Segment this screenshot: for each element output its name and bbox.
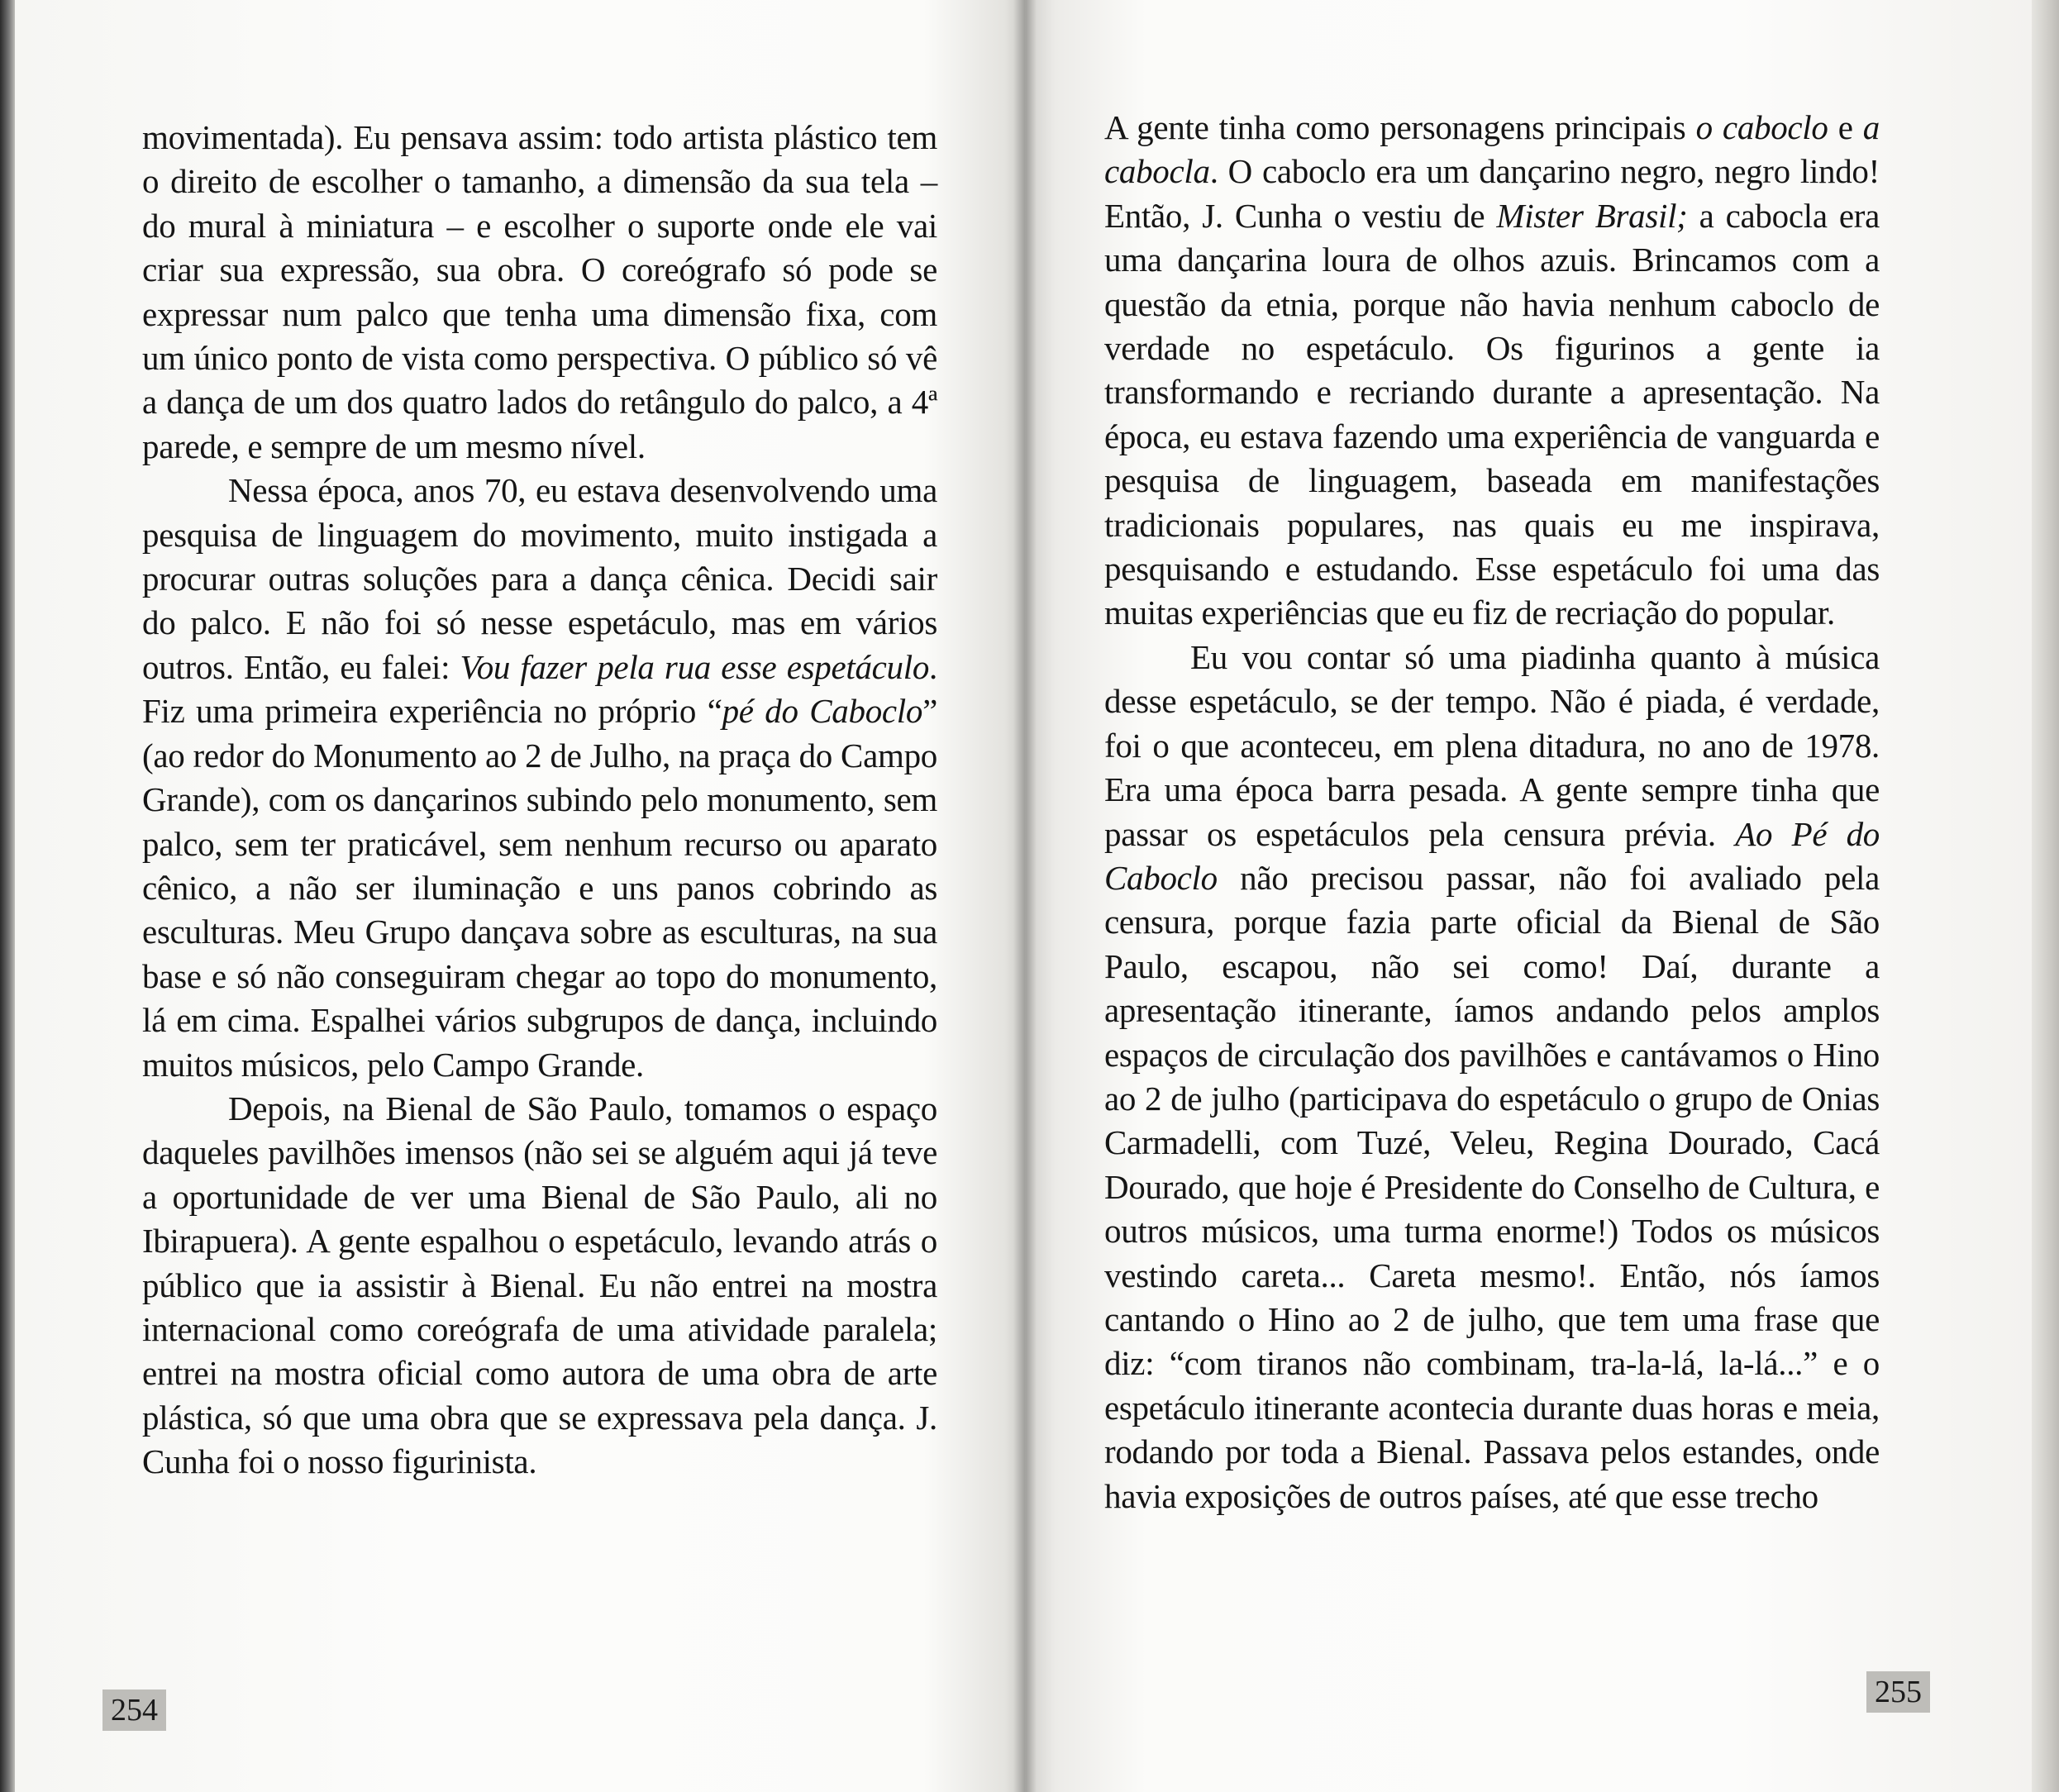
book-gutter (1013, 0, 1037, 1792)
italic-text: pé do Caboclo (722, 692, 923, 731)
text-run: não precisou passar, não foi avaliado pela censura, porque fazia parte oficial da Bienal de São Paulo, escapou, não sei como! Daí, durante a apresentação itinerante, íamos andando pelos amplos espaços de circulação dos pavilhões e cantávamos o Hino ao 2 de julho (participava do espetáculo o grupo de Onias Carmadelli, com Tuzé, Veleu, Regina Dourado, Cacá Dourado, que hoje é Presidente do Conselho de Cultura, e outros músicos, uma turma enorme!) Todos os músicos vestindo careta... Careta mesmo!. Então, nós íamos cantando o Hino ao 2 de julho, que tem uma frase que diz: “com tiranos não combinam, tra-la-lá, la-lá...” e o espetáculo itinerante acontecia durante duas horas e meia, rodando por toda a Bienal. Passava pelos estandes, onde havia exposições de outros países, até que esse trecho (1104, 858, 1880, 1515)
italic-text: a cabocla (1104, 108, 1880, 191)
text-run: A gente tinha como personagens principais (1104, 108, 1696, 146)
left-page-text (142, 116, 937, 1485)
book-edge-left (0, 0, 15, 1792)
text-run: Depois, na Bienal de São Paulo, tomamos o espaço daqueles pavilhões imensos (não sei se alguém aqui já teve a oportunidade de ver uma Bienal de São Paulo, ali no Ibirapuera). A gente espalhou o espetáculo, levando atrás o público que ia assistir à Bienal. Eu não entrei na mostra internacional como coreógrafa de uma atividade paralela; entrei na mostra oficial como autora de uma obra de arte plástica, só que uma obra que se expressava pela dança. J. Cunha foi o nosso figurinista. (142, 1089, 937, 1481)
paragraph (142, 469, 937, 1087)
right-page-text (1104, 106, 1880, 1518)
paragraph (1104, 106, 1880, 636)
text-run: e (1828, 108, 1863, 146)
page-number-right: 255 (1866, 1671, 1930, 1713)
text-run: . Fiz uma primeira experiência no próprio “ (142, 647, 937, 731)
italic-text: Ao Pé do Caboclo (1104, 814, 1880, 897)
text-run: movimentada). Eu pensava assim: todo artista plástico tem o direito de escolher o tamanho, a dimensão da sua tela – do mural à miniatura – e escolher o suporte onde ele vai criar sua expressão, sua obra. O coreógrafo só pode se expressar num palco que tenha uma dimensão fixa, com um único ponto de vista como perspectiva. O público só vê a dança de um dos quatro lados do retângulo do palco, a 4ª parede, e sempre de um mesmo nível. (142, 118, 937, 465)
book-edge-right (2032, 0, 2059, 1792)
paragraph (142, 1087, 937, 1485)
italic-text: o caboclo (1695, 108, 1828, 146)
text-run: Eu vou contar só uma piadinha quanto à música desse espetáculo, se der tempo. Não é piada, é verdade, foi o que aconteceu, em plena ditadura, no ano de 1978. Era uma época barra pesada. A gente sempre tinha que passar os espetáculos pela censura prévia. (1104, 637, 1880, 853)
page-number-left: 254 (102, 1690, 166, 1731)
italic-text: Mister Brasil; (1496, 196, 1688, 235)
paragraph (142, 116, 937, 469)
paragraph (1104, 636, 1880, 1518)
text-run: Nessa época, anos 70, eu estava desenvolvendo uma pesquisa de linguagem do movimento, muito instigada a procurar outras soluções para a dança cênica. Decidi sair do palco. E não foi só nesse espetáculo, mas em vários outros. Então, eu falei: (142, 471, 937, 686)
italic-text: Vou fazer pela rua esse espetáculo (460, 647, 930, 686)
text-run: ” (ao redor do Monumento ao 2 de Julho, na praça do Campo Grande), com os dançarinos subindo pelo monumento, sem palco, sem ter praticável, sem nenhum recurso ou aparato cênico, a não ser iluminação e uns panos cobrindo as esculturas. Meu Grupo dançava sobre as esculturas, na sua base e só não conseguiram chegar ao topo do monumento, lá em cima. Espalhei vários subgrupos de dança, incluindo muitos músicos, pelo Campo Grande. (142, 692, 937, 1084)
text-run: . O caboclo era um dançarino negro, negro lindo! Então, J. Cunha o vestiu de (1104, 152, 1880, 235)
text-run: a cabocla era uma dançarina loura de olhos azuis. Brincamos com a questão da etnia, porque não havia nenhum caboclo de verdade no espetáculo. Os figurinos a gente ia transformando e recriando durante a apresentação. Na época, eu estava fazendo uma experiência de vanguarda e pesquisa de linguagem, baseada em manifestações tradicionais populares, nas quais eu me inspirava, pesquisando e estudando. Esse espetáculo foi uma das muitas experiências que eu fiz de recriação do popular. (1104, 196, 1880, 632)
